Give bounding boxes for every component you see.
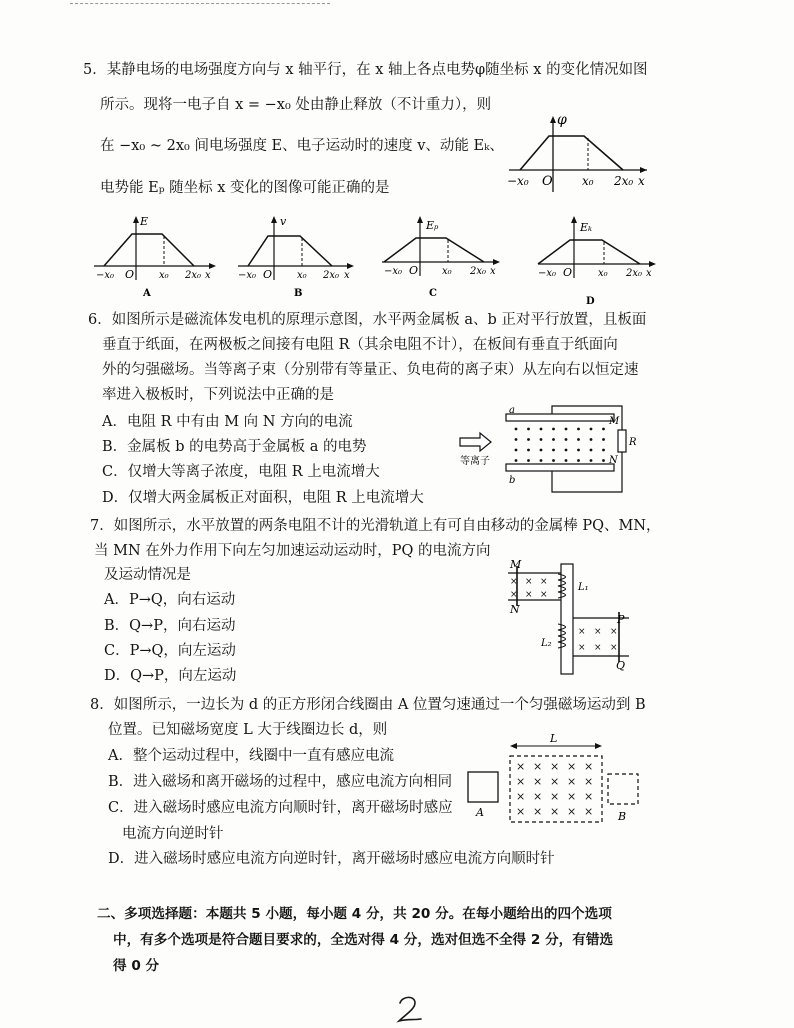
svg-text:×: × <box>516 775 526 788</box>
plate-a-label: a <box>509 405 515 416</box>
coil-l2-label: L₂ <box>541 638 552 649</box>
scan-edge-line <box>70 3 330 4</box>
page-number-handwritten <box>396 994 424 1024</box>
q8-option-c-line-2: 电流方向逆时针 <box>122 826 224 842</box>
q6-option-d: D．仅增大两金属板正对面积，电阻 R 上电流增大 <box>102 490 424 506</box>
svg-text:×: × <box>594 643 602 653</box>
field-dot <box>577 449 580 452</box>
q8-stem-line-2: 位置。已知磁场宽度 L 大于线圈边长 d，则 <box>108 722 388 738</box>
field-dot <box>565 438 568 441</box>
q8-option-a: A．整个运动过程中，线圈中一直有感应电流 <box>108 748 394 764</box>
field-dot <box>527 428 530 431</box>
q8-option-c-line-1: C．进入磁场时感应电流方向顺时针，离开磁场时感应 <box>108 800 453 816</box>
field-crosses-upper <box>510 577 548 600</box>
field-crosses-lower <box>578 627 618 653</box>
svg-text:×: × <box>567 790 577 803</box>
svg-text:×: × <box>525 577 533 587</box>
q7-option-d: D．Q→P，向左运动 <box>104 668 237 684</box>
field-dot <box>577 428 580 431</box>
svg-text:×: × <box>510 590 518 600</box>
field-dot <box>515 428 518 431</box>
q5-neg-x0-label: −x₀ <box>507 174 529 188</box>
q7-stem-line-3: 及运动情况是 <box>104 567 191 583</box>
svg-text:×: × <box>533 790 543 803</box>
point-n-label: N <box>609 455 618 466</box>
field-dot <box>515 459 518 462</box>
rail-n-label: N <box>510 603 520 616</box>
svg-text:×: × <box>516 790 526 803</box>
option-b-neg-x0: −x₀ <box>238 270 257 281</box>
field-dot <box>540 438 543 441</box>
field-dot <box>552 459 555 462</box>
q7-stem-line-2: 当 MN 在外力作用下向左匀加速运动运动时，PQ 的电流方向 <box>94 543 491 559</box>
field-dot <box>590 459 593 462</box>
q7-stem-line-1: 7．如图所示，水平放置的两条电阻不计的光滑轨道上有可自由移动的金属棒 PQ、MN， <box>90 518 661 534</box>
option-b-x-label: x <box>344 270 350 281</box>
field-dot <box>602 449 605 452</box>
plasma-beam-label: 等离子 <box>460 456 490 467</box>
q5-option-d-graph <box>536 214 666 308</box>
svg-text:×: × <box>510 577 518 587</box>
option-a-2x0: 2x₀ <box>185 270 202 281</box>
field-dot <box>577 438 580 441</box>
field-dot <box>527 438 530 441</box>
option-c-2x0: 2x₀ <box>470 266 487 277</box>
option-c-x0: x₀ <box>442 266 452 277</box>
field-dot <box>602 459 605 462</box>
field-dot <box>515 449 518 452</box>
q7-option-c: C．P→Q，向左运动 <box>104 643 236 659</box>
option-b-y-label: v <box>280 215 287 228</box>
svg-text:×: × <box>516 805 526 818</box>
option-d-x-label: x <box>646 268 652 279</box>
q7-rails-diagram <box>505 556 640 676</box>
svg-text:×: × <box>550 775 560 788</box>
q5-stem-line-3: 在 −x₀ ~ 2x₀ 间电场强度 E、电子运动时的速度 v、动能 Eₖ、 <box>100 138 504 154</box>
q5-phi-label: φ <box>557 112 567 128</box>
field-dot <box>552 449 555 452</box>
q5-stem-line-2: 所示。现将一电子自 x = −x₀ 处由静止释放（不计重力），则 <box>100 97 492 113</box>
svg-text:×: × <box>567 760 577 773</box>
q6-option-c: C．仅增大等离子浓度，电阻 R 上电流增大 <box>102 464 380 480</box>
option-d-y-label: Eₖ <box>580 221 593 234</box>
option-d-letter: D <box>586 296 595 307</box>
field-crosses <box>516 760 593 818</box>
option-b-letter: B <box>294 288 303 299</box>
plate-b-label: b <box>509 475 516 486</box>
field-dot <box>540 449 543 452</box>
q6-option-b: B．金属板 b 的电势高于金属板 a 的电势 <box>102 439 367 455</box>
q5-x-axis-label: x <box>638 174 645 188</box>
field-dot <box>552 428 555 431</box>
q6-stem-line-4: 率进入极板时，下列说法中正确的是 <box>102 387 334 403</box>
field-dot <box>552 438 555 441</box>
svg-text:×: × <box>584 760 594 773</box>
field-dot <box>590 438 593 441</box>
q8-stem-line-1: 8．如图所示，一边长为 d 的正方形闭合线圈由 A 位置匀速通过一个匀强磁场运动到 B <box>90 697 646 713</box>
position-b-label: B <box>618 810 627 823</box>
rail-q-label: Q <box>616 659 626 672</box>
q5-option-c-graph <box>380 214 510 300</box>
svg-text:×: × <box>533 775 543 788</box>
option-b-x0: x₀ <box>297 270 307 281</box>
field-dot <box>515 438 518 441</box>
section-2-heading-line-3: 得 0 分 <box>113 958 160 974</box>
option-b-origin: O <box>263 268 273 281</box>
svg-text:×: × <box>578 643 586 653</box>
field-dot <box>590 428 593 431</box>
q5-option-b-graph <box>236 214 366 300</box>
q5-2x0-label: 2x₀ <box>614 174 634 188</box>
field-dot <box>602 438 605 441</box>
rail-p-label: P <box>617 613 625 626</box>
svg-text:×: × <box>533 760 543 773</box>
q6-stem-line-1: 6．如图所示是磁流体发电机的原理示意图，水平两金属板 a、b 正对平行放置，且板面 <box>88 312 647 328</box>
option-b-2x0: 2x₀ <box>323 270 340 281</box>
option-d-neg-x0: −x₀ <box>538 268 557 279</box>
svg-text:×: × <box>567 775 577 788</box>
option-c-neg-x0: −x₀ <box>384 266 403 277</box>
option-a-x-label: x <box>205 270 211 281</box>
option-a-neg-x0: −x₀ <box>96 270 115 281</box>
svg-text:×: × <box>567 805 577 818</box>
svg-text:×: × <box>594 627 602 637</box>
option-a-y-label: E <box>140 215 149 228</box>
position-a-label: A <box>476 806 484 819</box>
section-2-heading-line-1: 二、多项选择题：本题共 5 小题，每小题 4 分，共 20 分。在每小题给出的四个选项 <box>97 906 612 922</box>
q5-origin-label: O <box>542 174 553 189</box>
field-width-l-label: L <box>550 732 558 745</box>
option-c-y-label: Eₚ <box>426 219 439 232</box>
resistor-r-label: R <box>629 437 637 448</box>
field-dot <box>527 449 530 452</box>
coil-l1-label: L₁ <box>578 582 589 593</box>
field-dot <box>565 459 568 462</box>
svg-text:×: × <box>533 805 543 818</box>
svg-text:×: × <box>578 627 586 637</box>
field-dot <box>527 459 530 462</box>
page-number-text: 2 <box>396 994 397 995</box>
svg-text:×: × <box>584 790 594 803</box>
q5-stem-line-1: 5．某静电场的电场强度方向与 x 轴平行，在 x 轴上各点电势φ随坐标 x 的变化情况如图 <box>83 62 648 78</box>
svg-text:×: × <box>525 590 533 600</box>
point-m-label: M <box>609 416 620 427</box>
svg-text:×: × <box>516 760 526 773</box>
svg-text:×: × <box>610 627 618 637</box>
magnetic-field-dots <box>515 428 605 462</box>
q5-potential-graph <box>505 112 655 196</box>
option-a-origin: O <box>125 268 135 281</box>
section-2-heading-line-2: 中，有多个选项是符合题目要求的，全选对得 4 分，选对但选不全得 2 分，有错选 <box>113 932 614 948</box>
q6-stem-line-3: 外的匀强磁场。当等离子束（分别带有等量正、负电荷的离子束）从左向右以恒定速 <box>102 362 639 378</box>
field-dot <box>577 459 580 462</box>
svg-text:×: × <box>540 577 548 587</box>
q5-option-a-graph <box>92 214 222 300</box>
q7-option-b: B．Q→P，向右运动 <box>104 618 236 634</box>
svg-text:×: × <box>540 590 548 600</box>
field-dot <box>565 449 568 452</box>
q5-stem-line-4: 电势能 Eₚ 随坐标 x 变化的图像可能正确的是 <box>100 180 390 196</box>
q6-stem-line-2: 垂直于纸面，在两极板之间接有电阻 R（其余电阻不计），在板间有垂直于纸面向 <box>102 337 618 353</box>
svg-text:×: × <box>550 805 560 818</box>
svg-text:×: × <box>550 760 560 773</box>
option-d-2x0: 2x₀ <box>626 268 643 279</box>
svg-text:×: × <box>550 790 560 803</box>
q8-coil-field-diagram <box>462 730 652 826</box>
svg-text:×: × <box>584 805 594 818</box>
option-c-letter: C <box>429 288 437 299</box>
option-d-x0: x₀ <box>598 268 608 279</box>
option-c-x-label: x <box>490 266 496 277</box>
rail-m-label: M <box>510 558 522 571</box>
svg-text:×: × <box>584 775 594 788</box>
q6-option-a: A．电阻 R 中有由 M 向 N 方向的电流 <box>102 414 353 430</box>
field-dot <box>590 449 593 452</box>
field-dot <box>602 428 605 431</box>
svg-text:×: × <box>610 643 618 653</box>
q7-option-a: A．P→Q，向右运动 <box>104 592 236 608</box>
q8-option-d: D．进入磁场时感应电流方向逆时针，离开磁场时感应电流方向顺时针 <box>108 851 555 867</box>
q5-x0-label: x₀ <box>582 174 594 188</box>
q8-option-b: B．进入磁场和离开磁场的过程中，感应电流方向相同 <box>108 774 453 790</box>
field-dot <box>565 428 568 431</box>
option-a-letter: A <box>143 288 151 299</box>
option-a-x0: x₀ <box>159 270 169 281</box>
option-d-origin: O <box>563 266 573 279</box>
field-dot <box>540 459 543 462</box>
field-dot <box>540 428 543 431</box>
option-c-origin: O <box>409 264 419 277</box>
q6-generator-diagram <box>456 404 646 498</box>
